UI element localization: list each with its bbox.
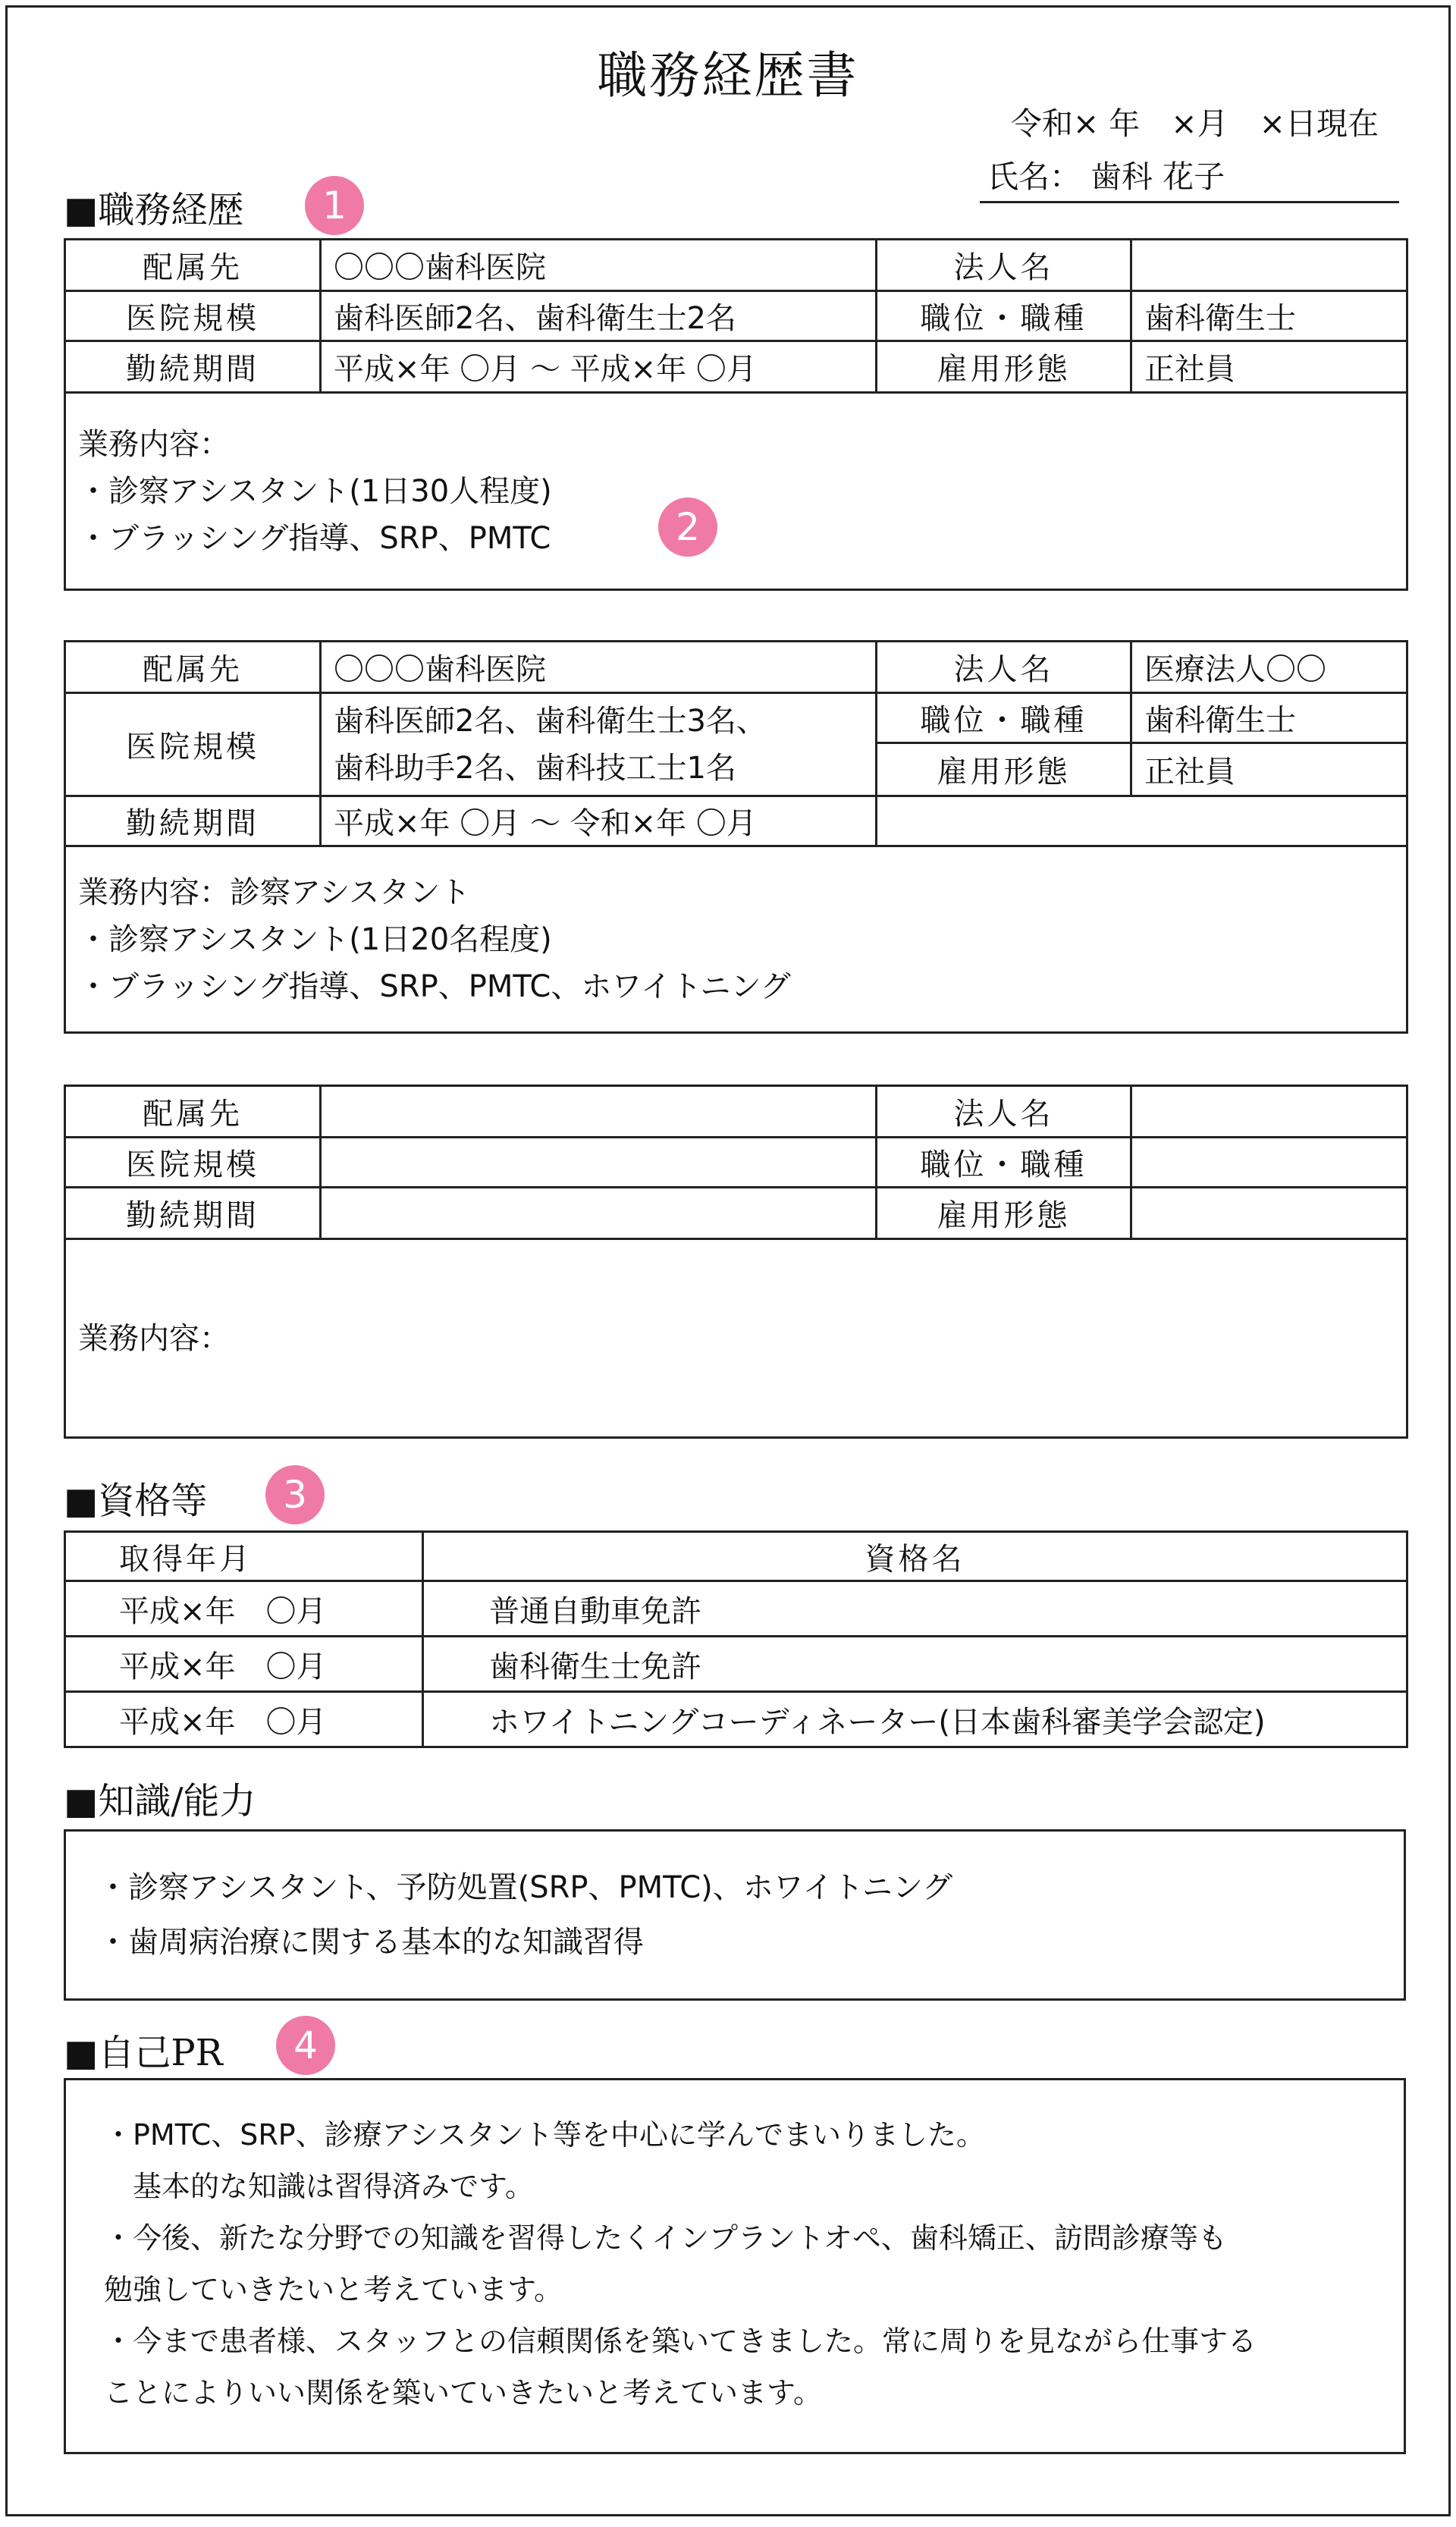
label-position: 職位・職種 — [877, 693, 1131, 743]
label-affiliation: 配属先 — [65, 1086, 321, 1138]
qualification-date: 平成×年 〇月 — [65, 1581, 423, 1637]
label-affiliation: 配属先 — [65, 240, 321, 291]
qualification-name: 普通自動車免許 — [423, 1581, 1407, 1637]
resume-page — [5, 5, 1451, 2516]
qualification-name: 歯科衛生士免許 — [423, 1637, 1407, 1692]
badge-2: 2 — [658, 498, 717, 557]
pr-line: ・今まで患者様、スタッフとの信頼関係を築いてきました。常に周りを見ながら仕事する — [104, 2325, 1257, 2358]
job3-position — [1131, 1138, 1407, 1188]
job1-duty-item: ・診察アシスタント(1日30人程度) — [78, 473, 552, 509]
job2-affiliation: 〇〇〇歯科医院 — [321, 642, 877, 693]
qualifications-header-date: 取得年月 — [65, 1532, 423, 1581]
job2-clinic-size-line: 歯科助手2名、歯科技工士1名 — [334, 750, 736, 786]
qualification-name: ホワイトニングコーディネーター(日本歯科審美学会認定) — [423, 1692, 1407, 1747]
job3-affiliation — [321, 1086, 877, 1138]
qualification-date: 平成×年 〇月 — [65, 1692, 423, 1747]
job1-corporation — [1131, 240, 1407, 291]
pr-line: ・PMTC、SRP、診療アシスタント等を中心に学んでまいりました。 — [104, 2118, 986, 2152]
pr-line: ・今後、新たな分野での知識を習得したくインプラントオペ、歯科矯正、訪問診療等も — [104, 2221, 1227, 2255]
label-corporation: 法人名 — [877, 240, 1131, 291]
job3-employment — [1131, 1188, 1407, 1239]
job-table-3 — [64, 1085, 1408, 1439]
job2-duties-heading: 業務内容：診察アシスタント — [78, 874, 471, 910]
label-period: 勤続期間 — [65, 1188, 321, 1239]
job2-position: 歯科衛生士 — [1131, 693, 1407, 743]
document-date: 令和× 年 ×月 ×日現在 — [1010, 105, 1379, 142]
qualifications-table — [64, 1530, 1408, 1748]
name-label: 氏名： — [987, 159, 1081, 195]
qualification-date: 平成×年 〇月 — [65, 1637, 423, 1692]
section-qualifications-heading: ■資格等 — [64, 1480, 208, 1522]
job2-duty-item: ・診察アシスタント(1日20名程度) — [78, 921, 552, 957]
badge-4: 4 — [276, 2016, 335, 2075]
job1-period: 平成×年 〇月 〜 平成×年 〇月 — [321, 341, 877, 393]
label-employment: 雇用形態 — [877, 743, 1131, 796]
label-corporation: 法人名 — [877, 642, 1131, 693]
label-period: 勤続期間 — [65, 796, 321, 846]
document-title: 職務経歴書 — [597, 46, 859, 105]
label-period: 勤続期間 — [65, 341, 321, 393]
job1-affiliation: 〇〇〇歯科医院 — [321, 240, 877, 291]
job3-clinic-size — [321, 1138, 877, 1188]
name-value: 歯科 花子 — [1090, 159, 1225, 195]
job3-corporation — [1131, 1086, 1407, 1138]
job2-period: 平成×年 〇月 〜 令和×年 〇月 — [321, 796, 877, 846]
label-position: 職位・職種 — [877, 1138, 1131, 1188]
job2-corporation: 医療法人〇〇 — [1131, 642, 1407, 693]
job1-duties — [65, 393, 1407, 590]
pr-line: 勉強していきたいと考えています。 — [104, 2273, 563, 2306]
skills-box — [64, 1829, 1406, 2001]
job2-clinic-size-line: 歯科医師2名、歯科衛生士3名、 — [334, 703, 767, 739]
job1-position: 歯科衛生士 — [1131, 291, 1407, 341]
job1-employment: 正社員 — [1131, 341, 1407, 393]
label-clinic-size: 医院規模 — [65, 291, 321, 341]
section-skills-heading: ■知識/能力 — [64, 1780, 256, 1822]
label-clinic-size: 医院規模 — [65, 1138, 321, 1188]
job2-clinic-size — [321, 693, 877, 796]
section-pr-heading: ■自己PR — [64, 2032, 223, 2074]
job-table-2 — [64, 640, 1408, 1034]
job2-duty-item: ・ブラッシング指導、SRP、PMTC、ホワイトニング — [78, 968, 791, 1004]
badge-3: 3 — [265, 1465, 325, 1524]
job1-duty-item: ・ブラッシング指導、SRP、PMTC — [78, 520, 551, 556]
qualifications-header-name: 資格名 — [423, 1532, 1407, 1581]
pr-box — [64, 2078, 1406, 2454]
section-career-heading: ■職務経歴 — [64, 189, 244, 231]
pr-line: ことによりいい関係を築いていきたいと考えています。 — [104, 2376, 822, 2409]
label-corporation: 法人名 — [877, 1086, 1131, 1138]
skill-item: ・歯周病治療に関する基本的な知識習得 — [98, 1925, 644, 1960]
job1-duties-heading: 業務内容： — [78, 426, 230, 462]
job2-empty-cell — [877, 796, 1407, 846]
label-clinic-size: 医院規模 — [65, 693, 321, 796]
job1-clinic-size: 歯科医師2名、歯科衛生士2名 — [321, 291, 877, 341]
skill-item: ・診察アシスタント、予防処置(SRP、PMTC)、ホワイトニング — [98, 1870, 953, 1905]
pr-line: 基本的な知識は習得済みです。 — [104, 2170, 534, 2203]
badge-1: 1 — [305, 176, 364, 235]
job3-duties — [65, 1239, 1407, 1438]
job2-employment: 正社員 — [1131, 743, 1407, 796]
label-employment: 雇用形態 — [877, 1188, 1131, 1239]
label-position: 職位・職種 — [877, 291, 1131, 341]
label-affiliation: 配属先 — [65, 642, 321, 693]
label-employment: 雇用形態 — [877, 341, 1131, 393]
job2-duties — [65, 846, 1407, 1033]
job3-period — [321, 1188, 877, 1239]
job-table-1 — [64, 238, 1408, 591]
applicant-name-line — [980, 152, 1399, 203]
job3-duties-heading: 業務内容： — [78, 1320, 230, 1356]
